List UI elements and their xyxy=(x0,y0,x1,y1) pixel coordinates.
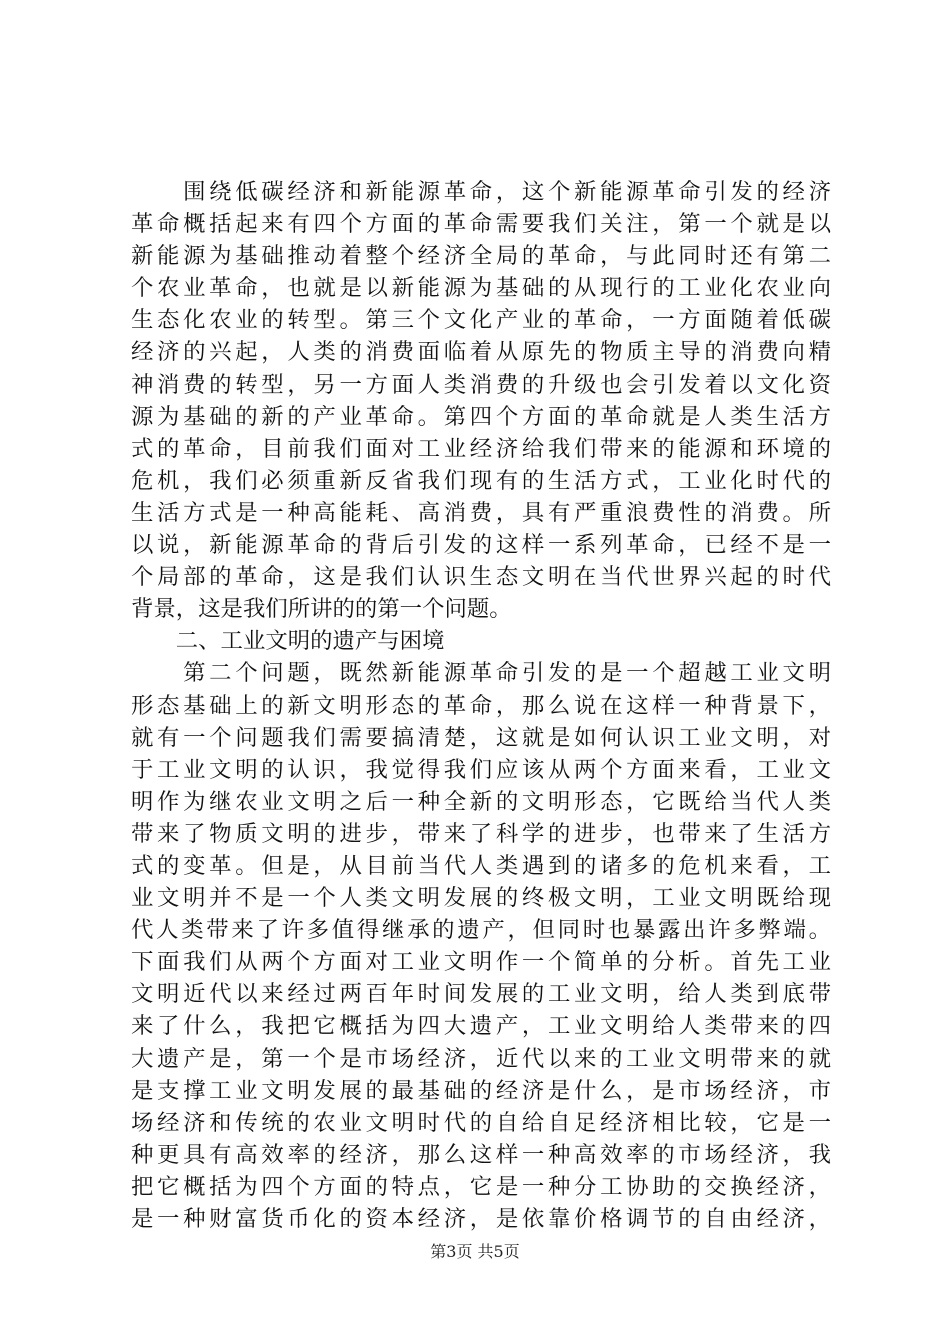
document-body xyxy=(131,176,831,1235)
section-heading: 二、工业文明的遗产与困境 xyxy=(131,628,445,655)
text-line: 场经济和传统的农业文明时代的自给自足经济相比较，它是一 xyxy=(131,1109,831,1136)
text-line: 背景，这是我们所讲的的第一个问题。 xyxy=(131,596,512,623)
text-line: 代人类带来了许多值得继承的遗产，但同时也暴露出许多弊端。 xyxy=(131,917,831,944)
text-line: 生活方式是一种高能耗、高消费，具有严重浪费性的消费。所 xyxy=(131,499,831,526)
text-line: 把它概括为四个方面的特点，它是一种分工协助的交换经济， xyxy=(131,1173,831,1200)
text-line: 新能源为基础推动着整个经济全局的革命，与此同时还有第二 xyxy=(131,243,831,270)
text-line: 于工业文明的认识，我觉得我们应该从两个方面来看，工业文 xyxy=(131,756,831,783)
text-line: 危机，我们必须重新反省我们现有的生活方式，工业化时代的 xyxy=(131,467,831,494)
text-line: 个农业革命，也就是以新能源为基础的从现行的工业化农业向 xyxy=(131,275,831,302)
text-line: 围绕低碳经济和新能源革命，这个新能源革命引发的经济 xyxy=(131,179,831,205)
text-line: 明作为继农业文明之后一种全新的文明形态，它既给当代人类 xyxy=(131,788,831,815)
text-line: 神消费的转型，另一方面人类消费的升级也会引发着以文化资 xyxy=(131,371,831,398)
page-number-footer: 第3页 共5页 xyxy=(430,1242,520,1261)
text-line: 式的变革。但是，从目前当代人类遇到的诸多的危机来看，工 xyxy=(131,852,831,879)
text-line: 文明近代以来经过两百年时间发展的工业文明，给人类到底带 xyxy=(131,981,831,1008)
text-line: 经济的兴起，人类的消费面临着从原先的物质主导的消费向精 xyxy=(131,339,831,366)
text-line: 带来了物质文明的进步，带来了科学的进步，也带来了生活方 xyxy=(131,820,831,847)
text-line: 大遗产是，第一个是市场经济，近代以来的工业文明带来的就 xyxy=(131,1045,831,1072)
text-line: 第二个问题，既然新能源革命引发的是一个超越工业文明 xyxy=(131,660,831,687)
text-line: 形态基础上的新文明形态的革命，那么说在这样一种背景下， xyxy=(131,692,831,719)
text-line: 下面我们从两个方面对工业文明作一个简单的分析。首先工业 xyxy=(131,949,831,976)
text-line: 个局部的革命，这是我们认识生态文明在当代世界兴起的时代 xyxy=(131,564,831,591)
text-line: 就有一个问题我们需要搞清楚，这就是如何认识工业文明，对 xyxy=(131,724,831,751)
text-line: 以说，新能源革命的背后引发的这样一系列革命，已经不是一 xyxy=(131,532,831,559)
text-line: 源为基础的新的产业革命。第四个方面的革命就是人类生活方 xyxy=(131,403,831,430)
text-line: 革命概括起来有四个方面的革命需要我们关注，第一个就是以 xyxy=(131,211,831,238)
text-line: 业文明并不是一个人类文明发展的终极文明，工业文明既给现 xyxy=(131,885,831,912)
text-line: 是一种财富货币化的资本经济，是依靠价格调节的自由经济， xyxy=(131,1206,831,1232)
text-line: 式的革命，目前我们面对工业经济给我们带来的能源和环境的 xyxy=(131,435,831,462)
text-line: 是支撑工业文明发展的最基础的经济是什么，是市场经济，市 xyxy=(131,1077,831,1104)
text-line: 生态化农业的转型。第三个文化产业的革命，一方面随着低碳 xyxy=(131,307,831,334)
text-line: 种更具有高效率的经济，那么这样一种高效率的市场经济，我 xyxy=(131,1141,831,1168)
text-line: 来了什么，我把它概括为四大遗产，工业文明给人类带来的四 xyxy=(131,1013,831,1040)
